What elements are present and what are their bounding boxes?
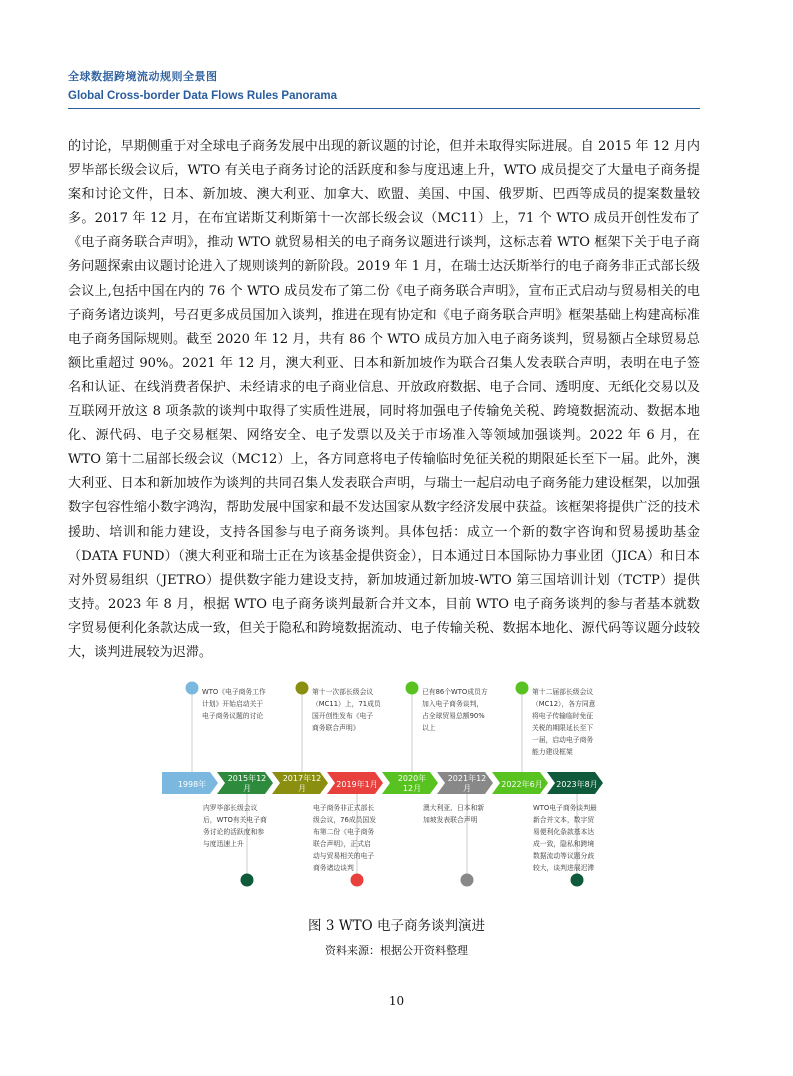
timeline-note-line: 级会议，76成员国发 <box>313 816 377 824</box>
timeline-date-label: 2019年1月 <box>336 780 378 789</box>
timeline-note-line: 商务联合声明》 <box>312 724 360 732</box>
timeline-note-line: 占全球贸易总额90% <box>422 712 485 720</box>
timeline-date-label: 2017年12 <box>282 774 322 783</box>
timeline-note-line: 与度迅速上升 <box>203 840 244 848</box>
timeline-note-line: 数据流动等议题分歧 <box>533 852 595 860</box>
body-paragraph: 的讨论，早期侧重于对全球电子商务发展中出现的新议题的讨论，但并未取得实际进展。自 2015 年 12 月内罗毕部长级会议后，WTO 有关电子商务讨论的活跃度和参与度迅速上升，WTO 成员提交了大量电子商务提案和讨论文件，日本、新加坡、澳大利亚、加拿大、欧盟、美国、中国、俄罗斯、巴西等成员的提案数量较多。2017 年 12 月，在布宜诺斯艾利斯第十一次部长级会议（MC11）上，71 个 WTO 成员开创性发布了《电子商务联合声明》，推动 WTO 就贸易相关的电子商务议题进行谈判，这标志着 WTO 框架下关于电子商务问题探索由议题讨论进入了规则谈判的新阶段。2019 年 1 月，在瑞士达沃斯举行的电子商务非正式部长级会议上,包括中国在内的 76 个 WTO 成员发布了第二份《电子商务联合声明》，宣布正式启动与贸易相关的电子商务诸边谈判，号召更多成员国加入谈判，推进在现有协定和《电子商务联合声明》框架基础上构建高标准电子商务国际规则。截至 2020 年 12 月，共有 86 个 WTO 成员方加入电子商务谈判，贸易额占全球贸易总额比重超过 90%。2021 年 12 月，澳大利亚、日本和新加坡作为联合召集人发表联合声明，表明在电子签名和认证、在线消费者保护、未经请求的电子商业信息、开放政府数据、电子合同、透明度、无纸化交易以及互联网开放这 8 项条款的谈判中取得了实质性进展，同时将加强电子传输免关税、跨境数据流动、数据本地化、源代码、电子交易框架、网络安全、电子发票以及关于市场准入等领域加强谈判。2022 年 6 月，在 WTO 第十二届部长级会议（MC12）上，各方同意将电子传输临时免征关税的期限延长至下一届。此外，澳大利亚、日本和新加坡作为谈判的共同召集人发表联合声明，与瑞士一起启动电子商务能力建设框架，以加强数字包容性缩小数字鸿沟，帮助发展中国家和最不发达国家从数字经济发展中获益。该框架将提供广泛的技术援助、培训和能力建设，支持各国参与电子商务谈判。具体包括：成立一个新的数字咨询和贸易援助基金（DATA FUND）（澳大利亚和瑞士正在为该基金提供资金），日本通过日本国际协力事业团（JICA）和日本对外贸易组织（JETRO）提供数字能力建设支持，新加坡通过新加坡-WTO 第三国培训计划（TCTP）提供支持。2023 年 8 月，根据 WTO 电子商务谈判最新合并文本，目前 WTO 电子商务谈判的参与者基本就数字贸易便利化条款达成一致，但关于隐私和跨境数据流动、电子传输关税、数据本地化、源代码等议题分歧较大，谈判进展较为迟滞。 <box>68 139 700 660</box>
header-title-cn: 全球数据跨境流动规则全景图 <box>68 70 218 83</box>
header-title-en: Global Cross-border Data Flows Rules Panorama <box>68 90 338 102</box>
timeline-note-line: 计划》开始启动关于 <box>202 700 264 708</box>
timeline-date-label: 月 <box>463 784 471 793</box>
timeline-dot <box>516 682 529 695</box>
figure-caption: 图 3 WTO 电子商务谈判演进 <box>308 918 485 934</box>
timeline-note-line: 成一致，隐私和跨境 <box>533 840 595 848</box>
timeline-note-line: WTO电子商务谈判最 <box>533 804 597 812</box>
timeline-date-label: 月 <box>243 784 251 793</box>
timeline-note-line: 易便利化条款基本达 <box>533 828 595 836</box>
timeline-dot <box>571 874 584 887</box>
timeline-note-line: 已有86个WTO成员方 <box>422 688 488 696</box>
timeline-dot <box>351 874 364 887</box>
timeline-note-line: 国开创性发布《电子 <box>312 712 374 720</box>
timeline-note-line: 第十一次部长级会议 <box>312 688 374 696</box>
timeline-note-line: 布第二份《电子商务 <box>313 828 375 836</box>
timeline-note-line: 电子商务非正式部长 <box>313 804 375 812</box>
timeline-note-line: 商务诸边谈判 <box>313 864 354 872</box>
timeline-note-line: 将电子传输临时免征 <box>532 712 594 720</box>
timeline-figure <box>160 672 620 892</box>
timeline-date-label: 1998年 <box>177 780 207 789</box>
timeline-date-label: 12月 <box>402 784 422 793</box>
timeline-date-label: 2023年8月 <box>556 780 598 789</box>
timeline-note-line: 以上 <box>422 724 436 732</box>
timeline-note-line: 一届，启动电子商务 <box>532 736 594 744</box>
timeline-note-line: 内罗毕部长级会议 <box>203 804 258 812</box>
timeline-dot <box>186 682 199 695</box>
timeline-date-label: 2022年6月 <box>501 780 543 789</box>
running-header <box>68 68 700 102</box>
timeline-date-label: 2020年 <box>397 774 427 783</box>
timeline-note-line: WTO《电子商务工作 <box>202 688 266 696</box>
timeline-note-line: 动与贸易相关的电子 <box>313 852 375 860</box>
timeline-note-line: 关税的期限延长至下 <box>532 724 594 732</box>
timeline-note-line: 电子商务议题的讨论 <box>202 712 264 720</box>
timeline-note-line: 较大，谈判进展迟滞 <box>533 864 595 872</box>
timeline-note-line: 联合声明》，正式启 <box>313 840 371 848</box>
timeline-note-line: （MC12），各方同意 <box>532 700 596 708</box>
timeline-date-label: 2021年12 <box>447 774 487 783</box>
timeline-note-line: 新合并文本，数字贸 <box>533 816 595 824</box>
timeline-note-line: 后，WTO有关电子商 <box>203 816 267 824</box>
timeline-note-line: 加入电子商务谈判， <box>422 700 484 708</box>
page-number: 10 <box>388 994 405 1008</box>
timeline-note-line: 加坡发表联合声明 <box>423 816 478 824</box>
timeline-note-line: （MC11）上，71成员 <box>312 700 381 708</box>
timeline-dot <box>406 682 419 695</box>
timeline-dot <box>241 874 254 887</box>
timeline-note-line: 澳大利亚、日本和新 <box>423 804 485 812</box>
timeline-dot <box>296 682 309 695</box>
figure-source: 资料来源：根据公开资料整理 <box>325 944 468 957</box>
timeline-date-label: 月 <box>298 784 306 793</box>
timeline-date-label: 2015年12 <box>227 774 267 783</box>
header-rule <box>68 108 700 109</box>
timeline-note-line: 务讨论的活跃度和参 <box>203 828 265 836</box>
timeline-note-line: 能力建设框架 <box>532 748 573 756</box>
timeline-svg <box>160 672 620 892</box>
timeline-dot <box>461 874 474 887</box>
timeline-note-line: 第十二届部长级会议 <box>532 688 594 696</box>
